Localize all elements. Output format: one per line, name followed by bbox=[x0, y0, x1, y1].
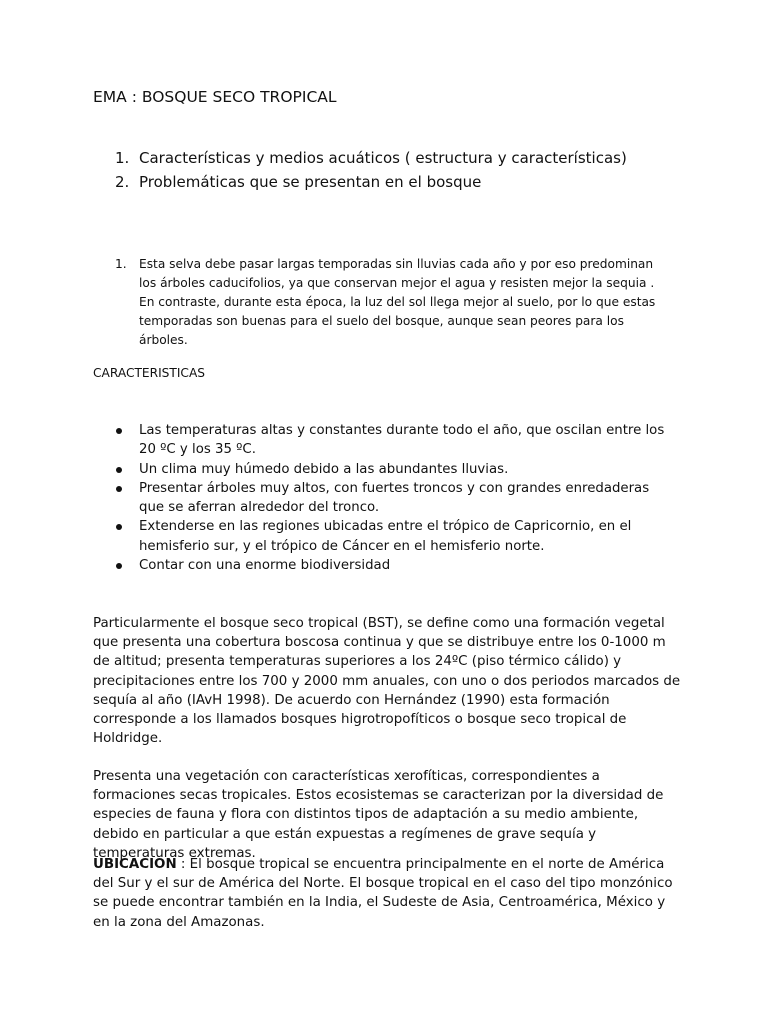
location-paragraph bbox=[93, 855, 683, 932]
bullet-item bbox=[93, 517, 678, 556]
intro-paragraph-item bbox=[93, 255, 673, 350]
topic-item bbox=[93, 170, 627, 194]
vegetation-paragraph: Presenta una vegetación con características xerofíticas, correspondientes a formaciones secas tropicales. Estos ecosistemas se caracterizan por la diversidad de especies de fauna y flora con distintos tipos de adaptación a su medio ambiente, debido en particular a que están expuestas a regímenes de grave sequía y temperaturas extremas. bbox=[93, 769, 664, 861]
intro-numbered-paragraph bbox=[93, 255, 673, 350]
bullet-text: Presentar árboles muy altos, con fuertes troncos y con grandes enredaderas que se aferran alrededor del tronco. bbox=[139, 480, 650, 516]
topic-text: Problemáticas que se presentan en el bosque bbox=[139, 173, 482, 191]
document-title: EMA : BOSQUE SECO TROPICAL bbox=[93, 88, 337, 106]
bullet-dot-icon bbox=[116, 467, 122, 473]
characteristics-bullet-list bbox=[93, 421, 678, 575]
location-label: UBICACION bbox=[93, 857, 177, 872]
bullet-dot-icon bbox=[116, 563, 122, 569]
paragraph-text: Esta selva debe pasar largas temporadas sin lluvias cada año y por eso predominan los árboles caducifolios, ya que conservan mejor el agua y resisten mejor la sequia . En contraste, durante esta época, la luz del sol llega mejor al suelo, por lo que estas temporadas son buenas para el suelo del bosque, aunque sean peores para los árboles. bbox=[139, 257, 656, 347]
bullet-text: Un clima muy húmedo debido a las abundantes lluvias. bbox=[139, 461, 509, 477]
bst-paragraph: Particularmente el bosque seco tropical (BST), se define como una formación vegetal que presenta una cobertura boscosa continua y que se distribuye entre los 0-1000 m de altitud; presenta temperaturas superiores a los 24ºC (piso térmico cálido) y precipitaciones entre los 700 y 2000 mm anuales, con uno o dos periodos marcados de sequía al año (IAvH 1998). De acuerdo con Hernández (1990) esta formación corresponde a los llamados bosques higrotropofíticos o bosque seco tropical de Holdridge. bbox=[93, 616, 681, 747]
location-text: : El bosque tropical se encuentra principalmente en el norte de América del Sur y el sur de América del Norte. El bosque tropical en el caso del tipo monzónico se puede encontrar también en la India, el Sudeste de Asia, Centroamérica, México y en la zona del Amazonas. bbox=[93, 857, 673, 930]
section-heading-characteristics: CARACTERISTICAS bbox=[93, 366, 206, 380]
topic-list bbox=[93, 146, 627, 194]
bullet-item bbox=[93, 460, 678, 479]
topic-number: 1. bbox=[115, 149, 130, 167]
bullet-dot-icon bbox=[116, 428, 122, 434]
paragraph-number: 1. bbox=[115, 257, 127, 271]
bullet-item bbox=[93, 556, 678, 575]
bullet-item bbox=[93, 421, 678, 460]
bullet-text: Extenderse en las regiones ubicadas entre el trópico de Capricornio, en el hemisferio sur, y el trópico de Cáncer en el hemisferio norte. bbox=[139, 519, 632, 554]
bullet-dot-icon bbox=[116, 486, 122, 492]
bullet-dot-icon bbox=[116, 524, 122, 530]
bullet-text: Contar con una enorme biodiversidad bbox=[139, 558, 391, 574]
bullet-item bbox=[93, 479, 678, 518]
bullet-text: Las temperaturas altas y constantes durante todo el año, que oscilan entre los 20 ºC y los 35 ºC. bbox=[139, 423, 665, 458]
topic-number: 2. bbox=[115, 173, 130, 191]
topic-text: Características y medios acuáticos ( estructura y características) bbox=[139, 149, 627, 167]
topic-item bbox=[93, 146, 627, 170]
